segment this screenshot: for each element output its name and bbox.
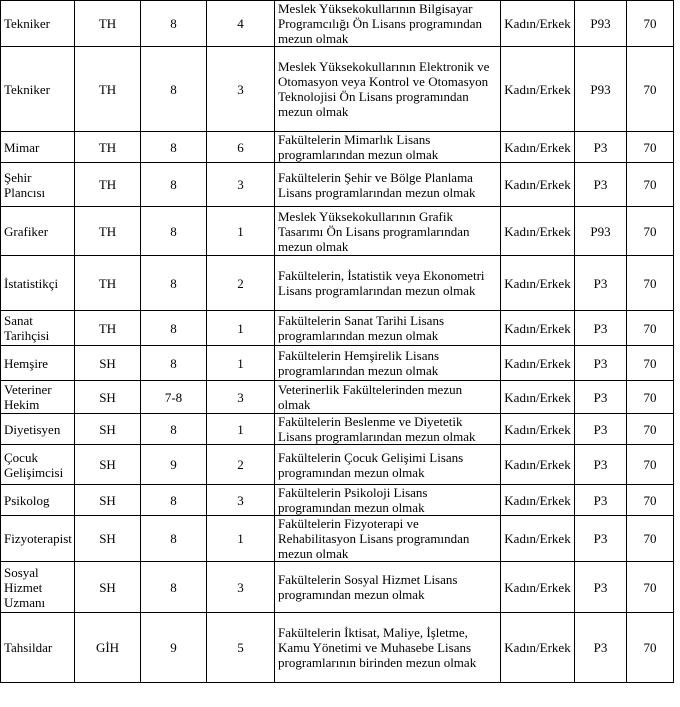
degree-cell (141, 613, 207, 683)
count-value: 3 (237, 177, 244, 192)
count-value: 3 (237, 389, 244, 405)
class-cell (75, 256, 141, 311)
requirement-cell (275, 381, 501, 414)
degree-cell (141, 207, 207, 256)
class-value: TH (98, 223, 117, 239)
class-value: TH (98, 139, 117, 155)
count-cell (207, 1, 275, 47)
score-value: 70 (643, 492, 657, 508)
requirement-cell (275, 414, 501, 445)
position-title-cell (1, 485, 75, 516)
requirement-text: Fakültelerin İktisat, Maliye, İşletme, Kamu Yönetimi ve Muhasebe Lisans programlarının birinden mezun olmak (278, 625, 477, 670)
class-value: SH (99, 457, 116, 472)
score-cell (627, 1, 674, 47)
sex-cell (501, 562, 575, 613)
requirement-text: Fakültelerin Sosyal Hizmet Lisans programından mezun olmak (278, 572, 458, 602)
kpss-value: P3 (593, 139, 608, 155)
requirement-text: Fakültelerin Çocuk Gelişimi Lisans programından mezun olmak (278, 449, 464, 480)
degree-value: 8 (170, 275, 177, 291)
position-title: Çocuk Gelişimcisi (4, 449, 64, 480)
count-value: 3 (237, 579, 244, 595)
count-value: 6 (237, 139, 244, 155)
count-cell (207, 311, 275, 346)
table-row (1, 256, 674, 311)
table-row (1, 346, 674, 381)
score-value: 70 (643, 320, 657, 336)
position-title: Veteriner Hekim (4, 382, 52, 412)
table-row (1, 163, 674, 207)
sex-value: Kadın/Erkek (504, 81, 571, 97)
class-cell (75, 163, 141, 207)
sex-value: Kadın/Erkek (504, 531, 571, 546)
score-cell (627, 311, 674, 346)
class-value: TH (98, 16, 117, 31)
score-value: 70 (643, 640, 657, 655)
count-cell (207, 132, 275, 163)
kpss-cell (575, 445, 627, 485)
count-cell (207, 346, 275, 381)
sex-cell (501, 163, 575, 207)
class-value: SH (99, 579, 116, 595)
count-cell (207, 207, 275, 256)
count-cell (207, 516, 275, 562)
class-cell (75, 132, 141, 163)
position-title: Sosyal Hizmet Uzmanı (4, 564, 46, 610)
count-value: 4 (237, 16, 244, 31)
requirement-text: Meslek Yüksekokullarının Bilgisayar Programcılığı Ön Lisans programından mezun olmak (278, 1, 482, 46)
count-value: 2 (237, 457, 244, 472)
kpss-cell (575, 516, 627, 562)
table-row (1, 516, 674, 562)
degree-cell (141, 516, 207, 562)
degree-value: 8 (170, 492, 177, 508)
table-row (1, 445, 674, 485)
kpss-cell (575, 1, 627, 47)
score-cell (627, 445, 674, 485)
degree-value: 8 (170, 81, 177, 97)
degree-value: 8 (170, 531, 177, 546)
kpss-cell (575, 485, 627, 516)
degree-value: 9 (170, 640, 177, 655)
table-row (1, 207, 674, 256)
degree-value: 8 (170, 421, 177, 437)
requirement-cell (275, 256, 501, 311)
class-value: TH (98, 320, 117, 336)
class-cell (75, 562, 141, 613)
count-value: 1 (237, 223, 244, 239)
count-value: 1 (237, 531, 244, 546)
degree-cell (141, 485, 207, 516)
requirement-cell (275, 613, 501, 683)
requirement-cell (275, 485, 501, 516)
kpss-cell (575, 381, 627, 414)
position-title: Tekniker (4, 81, 51, 97)
table-row (1, 381, 674, 414)
class-value: TH (98, 81, 117, 97)
sex-value: Kadın/Erkek (504, 139, 571, 155)
degree-value: 8 (170, 223, 177, 239)
degree-value: 8 (170, 579, 177, 595)
sex-value: Kadın/Erkek (504, 16, 571, 31)
kpss-cell (575, 256, 627, 311)
position-title: Tahsildar (4, 640, 53, 655)
count-cell (207, 256, 275, 311)
requirement-cell (275, 47, 501, 132)
class-cell (75, 381, 141, 414)
kpss-value: P3 (593, 457, 608, 472)
sex-cell (501, 613, 575, 683)
score-value: 70 (643, 223, 657, 239)
position-title-cell (1, 562, 75, 613)
position-title-cell (1, 311, 75, 346)
sex-value: Kadın/Erkek (504, 355, 571, 371)
count-value: 3 (237, 81, 244, 97)
score-value: 70 (643, 579, 657, 595)
class-cell (75, 207, 141, 256)
count-value: 1 (237, 355, 244, 371)
requirement-text: Fakültelerin Şehir ve Bölge Planlama Lisans programlarından mezun olmak (278, 169, 476, 200)
score-value: 70 (643, 457, 657, 472)
position-title: Sanat Tarihçisi (4, 313, 50, 343)
score-cell (627, 381, 674, 414)
score-value: 70 (643, 177, 657, 192)
requirement-text: Fakültelerin Hemşirelik Lisans programlarından mezun olmak (278, 348, 440, 378)
degree-cell (141, 311, 207, 346)
count-cell (207, 381, 275, 414)
count-cell (207, 485, 275, 516)
degree-cell (141, 47, 207, 132)
position-title-cell (1, 1, 75, 47)
position-title-cell (1, 346, 75, 381)
score-cell (627, 562, 674, 613)
sex-value: Kadın/Erkek (504, 421, 571, 437)
score-cell (627, 346, 674, 381)
score-cell (627, 414, 674, 445)
kpss-value: P93 (590, 81, 611, 97)
degree-cell (141, 414, 207, 445)
class-value: TH (98, 275, 117, 291)
score-cell (627, 207, 674, 256)
count-value: 1 (237, 320, 244, 336)
table-row (1, 562, 674, 613)
sex-value: Kadın/Erkek (504, 389, 571, 405)
count-cell (207, 613, 275, 683)
table-row (1, 47, 674, 132)
requirement-cell (275, 163, 501, 207)
class-value: GİH (95, 640, 120, 655)
score-value: 70 (643, 275, 657, 291)
score-value: 70 (643, 531, 657, 546)
class-value: SH (99, 421, 116, 437)
kpss-value: P3 (593, 355, 608, 371)
kpss-value: P3 (593, 177, 608, 192)
position-title-cell (1, 163, 75, 207)
class-value: SH (99, 389, 116, 405)
degree-cell (141, 445, 207, 485)
class-cell (75, 311, 141, 346)
sex-cell (501, 346, 575, 381)
score-value: 70 (643, 389, 657, 405)
degree-cell (141, 346, 207, 381)
sex-cell (501, 311, 575, 346)
sex-cell (501, 47, 575, 132)
score-value: 70 (643, 421, 657, 437)
table-row (1, 613, 674, 683)
position-title: Grafiker (4, 223, 49, 239)
count-value: 1 (237, 421, 244, 437)
kpss-value: P3 (593, 492, 608, 508)
degree-value: 8 (170, 139, 177, 155)
degree-value: 8 (170, 320, 177, 336)
degree-value: 9 (170, 457, 177, 472)
position-title: Şehir Plancısı (4, 169, 46, 200)
score-cell (627, 613, 674, 683)
kpss-value: P3 (593, 275, 608, 291)
position-title-cell (1, 445, 75, 485)
kpss-cell (575, 163, 627, 207)
requirement-text: Fakültelerin Fizyoterapi ve Rehabilitasyon Lisans programından mezun olmak (278, 516, 470, 561)
kpss-value: P93 (590, 223, 611, 239)
position-title: İstatistikçi (4, 275, 59, 291)
requirement-cell (275, 311, 501, 346)
kpss-value: P3 (593, 579, 608, 595)
count-cell (207, 445, 275, 485)
kpss-value: P3 (593, 389, 608, 405)
class-cell (75, 445, 141, 485)
score-value: 70 (643, 16, 657, 31)
class-value: SH (99, 355, 116, 371)
degree-cell (141, 132, 207, 163)
position-title-cell (1, 47, 75, 132)
sex-cell (501, 381, 575, 414)
requirement-text: Fakültelerin, İstatistik veya Ekonometri Lisans programlarından mezun olmak (278, 268, 485, 298)
requirement-cell (275, 562, 501, 613)
score-value: 70 (643, 139, 657, 155)
table-row (1, 414, 674, 445)
requirement-text: Fakültelerin Beslenme ve Diyetetik Lisans programlarından mezun olmak (278, 414, 476, 444)
kpss-cell (575, 47, 627, 132)
degree-cell (141, 1, 207, 47)
position-title: Tekniker (4, 16, 51, 31)
count-value: 3 (237, 492, 244, 508)
position-title: Mimar (4, 139, 40, 155)
sex-cell (501, 485, 575, 516)
sex-cell (501, 1, 575, 47)
class-value: SH (99, 531, 116, 546)
sex-value: Kadın/Erkek (504, 275, 571, 291)
requirement-cell (275, 346, 501, 381)
sex-value: Kadın/Erkek (504, 457, 571, 472)
table-row (1, 311, 674, 346)
score-cell (627, 516, 674, 562)
count-cell (207, 47, 275, 132)
class-value: TH (98, 177, 117, 192)
sex-value: Kadın/Erkek (504, 223, 571, 239)
count-cell (207, 562, 275, 613)
requirement-text: Fakültelerin Psikoloji Lisans programından mezun olmak (278, 485, 428, 515)
table-row (1, 485, 674, 516)
sex-cell (501, 207, 575, 256)
degree-cell (141, 256, 207, 311)
count-value: 5 (237, 640, 244, 655)
sex-cell (501, 132, 575, 163)
sex-value: Kadın/Erkek (504, 640, 571, 655)
position-title-cell (1, 516, 75, 562)
degree-cell (141, 163, 207, 207)
kpss-cell (575, 207, 627, 256)
position-title: Hemşire (4, 355, 49, 371)
position-title-cell (1, 381, 75, 414)
score-cell (627, 47, 674, 132)
sex-cell (501, 414, 575, 445)
kpss-cell (575, 132, 627, 163)
kpss-value: P3 (593, 320, 608, 336)
class-cell (75, 346, 141, 381)
requirement-text: Fakültelerin Sanat Tarihi Lisans programlarından mezun olmak (278, 313, 445, 343)
position-title-cell (1, 256, 75, 311)
kpss-cell (575, 346, 627, 381)
count-cell (207, 163, 275, 207)
score-cell (627, 163, 674, 207)
position-title-cell (1, 132, 75, 163)
score-value: 70 (643, 355, 657, 371)
requirement-text: Meslek Yüksekokullarının Elektronik ve Otomasyon veya Kontrol ve Otomasyon Teknolojisi Ön Lisans programından mezun olmak (278, 59, 490, 119)
requirement-text: Fakültelerin Mimarlık Lisans programlarından mezun olmak (278, 132, 439, 162)
sex-cell (501, 445, 575, 485)
score-cell (627, 485, 674, 516)
kpss-cell (575, 414, 627, 445)
kpss-cell (575, 311, 627, 346)
requirement-text: Meslek Yüksekokullarının Grafik Tasarımı Ön Lisans programlarından mezun olmak (278, 208, 470, 254)
score-cell (627, 132, 674, 163)
kpss-value: P3 (593, 421, 608, 437)
score-value: 70 (643, 81, 657, 97)
class-cell (75, 485, 141, 516)
score-cell (627, 256, 674, 311)
sex-cell (501, 516, 575, 562)
kpss-value: P3 (593, 640, 608, 655)
sex-cell (501, 256, 575, 311)
requirement-cell (275, 207, 501, 256)
degree-value: 8 (170, 16, 177, 31)
sex-value: Kadın/Erkek (504, 492, 571, 508)
kpss-cell (575, 562, 627, 613)
class-cell (75, 47, 141, 132)
kpss-value: P3 (593, 531, 608, 546)
position-title-cell (1, 414, 75, 445)
position-title-cell (1, 613, 75, 683)
degree-cell (141, 381, 207, 414)
class-cell (75, 613, 141, 683)
kpss-value: P93 (590, 16, 611, 31)
position-title-cell (1, 207, 75, 256)
class-cell (75, 414, 141, 445)
position-title: Fizyoterapist (4, 531, 72, 546)
class-value: SH (99, 492, 116, 508)
degree-value: 8 (170, 355, 177, 371)
count-value: 2 (237, 275, 244, 291)
kpss-cell (575, 613, 627, 683)
class-cell (75, 1, 141, 47)
degree-value: 7-8 (164, 389, 183, 405)
degree-value: 8 (170, 177, 177, 192)
table-row (1, 132, 674, 163)
sex-value: Kadın/Erkek (504, 320, 571, 336)
degree-cell (141, 562, 207, 613)
requirement-cell (275, 445, 501, 485)
position-title: Psikolog (4, 492, 50, 508)
requirement-text: Veterinerlik Fakültelerinden mezun olmak (278, 382, 463, 412)
requirement-cell (275, 516, 501, 562)
requirement-cell (275, 1, 501, 47)
sex-value: Kadın/Erkek (504, 579, 571, 595)
table-row (1, 1, 674, 47)
requirement-cell (275, 132, 501, 163)
class-cell (75, 516, 141, 562)
count-cell (207, 414, 275, 445)
position-title: Diyetisyen (4, 421, 61, 437)
sex-value: Kadın/Erkek (504, 177, 571, 192)
